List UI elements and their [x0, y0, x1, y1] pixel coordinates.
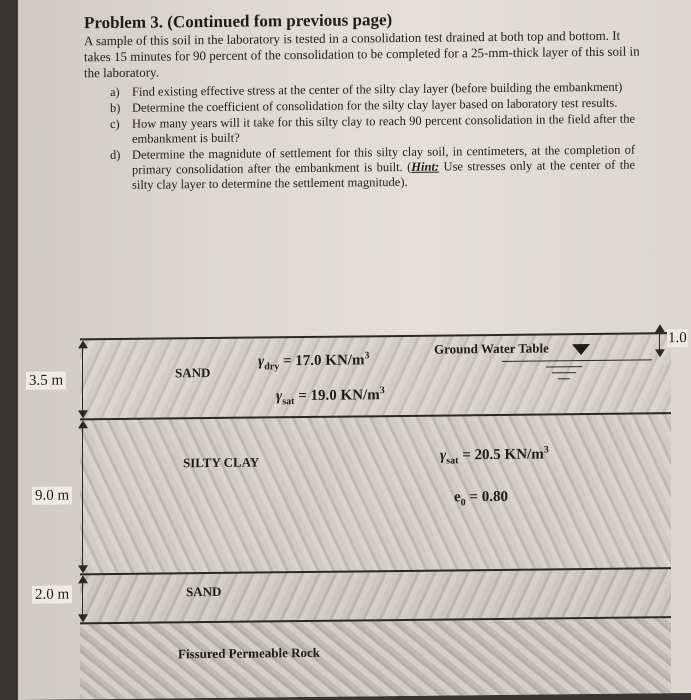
sand-top-thickness: 3.5 m — [26, 371, 66, 389]
sand-bottom-layer — [80, 568, 671, 622]
clay-thickness: 9.0 m — [32, 486, 72, 504]
question-letter: b) — [110, 100, 121, 116]
gwt-depth: 1.0 — [668, 329, 687, 347]
water-table-mark — [558, 378, 570, 379]
gamma-sat-clay-formula: $\gamma_{sat} = 20.5$ $KN/m^3$ — [440, 444, 549, 467]
question-letter: a) — [110, 84, 120, 100]
dimension-line-sand-top — [82, 341, 83, 416]
arrow-up-icon — [78, 420, 88, 428]
arrow-down-icon — [78, 565, 88, 573]
question-letter: c) — [110, 116, 120, 132]
arrow-down-icon — [655, 349, 665, 357]
arrow-up-icon — [78, 575, 88, 583]
ground-water-table-label: Ground Water Table — [434, 340, 549, 357]
sand-bottom-label: SAND — [186, 583, 222, 600]
water-table-triangle-icon — [572, 344, 590, 355]
arrow-up-icon — [78, 340, 88, 348]
rock-layer — [80, 618, 671, 699]
problem-heading: Problem 3. (Continued fom previous page) — [84, 10, 393, 33]
question-text: Determine the magnidute of settlement for this silty clay soil, in centimeters, at the completion of primary consolidation after the embankment is built. (Hint: Use stresses only at the center of the silty clay layer to determine the settlement magnitude). — [132, 142, 635, 192]
soil-profile-diagram — [18, 315, 691, 700]
gamma-dry-formula: $\gamma_{dry} = 17.0$ $KN/m^3$ — [258, 350, 370, 373]
arrow-up-icon — [655, 324, 665, 332]
dimension-line-clay — [82, 421, 83, 571]
question-letter: d) — [110, 147, 121, 163]
gamma-sat-sand-formula: $\gamma_{sat} = 19.0$ $KN/m^3$ — [276, 385, 385, 408]
sand-bottom-thickness: 2.0 m — [32, 585, 72, 603]
silty-clay-layer — [80, 413, 671, 574]
question-text: Determine the coefficient of consolidation for the silty clay layer based on laboratory test results. — [132, 95, 618, 115]
question-d — [110, 143, 635, 193]
arrow-down-icon — [78, 614, 88, 622]
arrow-down-icon — [78, 410, 88, 418]
question-list — [110, 80, 635, 194]
worksheet-page — [18, 0, 691, 700]
sand-top-label: SAND — [175, 364, 211, 381]
question-c — [110, 112, 635, 147]
question-text: How many years will it take for this silty clay to reach 90 percent consolidation in the field after the embankment is built? — [132, 111, 635, 146]
hint-label: Hint: — [411, 159, 440, 174]
silty-clay-label: SILTY CLAY — [183, 454, 260, 471]
problem-intro: A sample of this soil in the laboratory is tested in a consolidation test drained at both top and bottom. It takes 15 minutes for 90 percent of the consolidation to be completed for a 25-mm-thick layer of this soil in the laboratory. — [84, 27, 640, 81]
void-ratio-formula: $e_0 = 0.80$ — [454, 488, 508, 509]
question-text: Find existing effective stress at the center of the silty clay layer (before building the embankment) — [132, 79, 623, 99]
rock-label: Fissured Permeable Rock — [178, 644, 321, 662]
